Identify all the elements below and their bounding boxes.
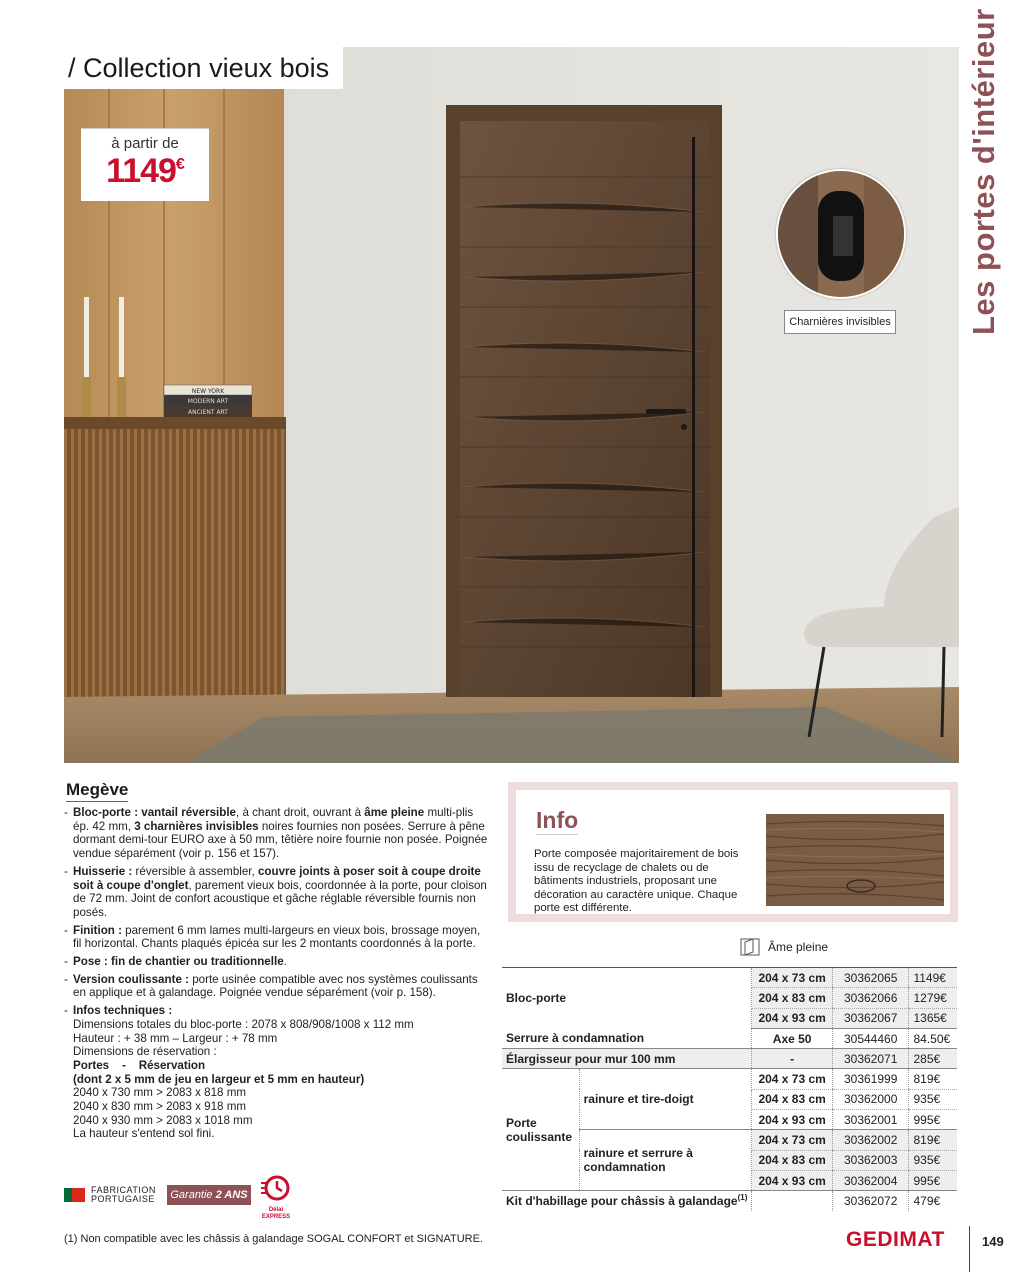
description-item bbox=[64, 973, 489, 1000]
description-run: 3 charnières invisibles bbox=[134, 819, 259, 833]
group1-label: rainure et tire-doigt bbox=[579, 1069, 752, 1130]
porte-coulissante-label: Porte coulissante bbox=[502, 1069, 579, 1191]
row-price: 995€ bbox=[909, 1110, 957, 1130]
page-divider bbox=[969, 1226, 970, 1272]
info-text: Porte composée majoritairement de bois issu de recyclage de chalets ou de bâtiments industriels, proposant une décoration au caractère unique. Chaque porte est différente. bbox=[534, 848, 739, 914]
book-spine-2: MODERN ART bbox=[187, 398, 229, 405]
reservation-note: (dont 2 x 5 mm de jeu en largeur et 5 mm en hauteur) bbox=[73, 1072, 365, 1086]
price-label: à partir de bbox=[111, 135, 179, 152]
row-dim: 204 x 93 cm bbox=[752, 1110, 833, 1130]
description-run: , parement vieux bois, coordonnée à la porte, pour cloison de 72 mm. Joint de confort acoustique et gâche réglable réversible fournis non posés. bbox=[73, 878, 487, 919]
row-ref: 30362000 bbox=[832, 1089, 909, 1109]
tech-line: Dimensions totales du bloc-porte : 2078 x 808/908/1008 x 112 mm bbox=[73, 1017, 414, 1031]
express-text bbox=[260, 1207, 292, 1221]
row-dim: 204 x 73 cm bbox=[752, 968, 833, 988]
table-row bbox=[502, 1191, 957, 1211]
row-ref: 30362066 bbox=[832, 988, 909, 1008]
row-dim: 204 x 93 cm bbox=[752, 1170, 833, 1190]
price-box bbox=[81, 128, 209, 201]
description-run: Huisserie : bbox=[73, 864, 133, 878]
description-run: âme pleine bbox=[364, 806, 425, 819]
description-run: multi-plis ép. 42 mm, bbox=[73, 806, 474, 833]
reservation-header: Portes - Réservation bbox=[73, 1058, 206, 1072]
kit-label-text: Kit d'habillage pour châssis à galandage bbox=[506, 1194, 738, 1209]
door-icon bbox=[740, 938, 760, 956]
ame-pleine-header bbox=[740, 938, 828, 956]
fabrication-text bbox=[91, 1186, 156, 1204]
wood-sample-image bbox=[766, 814, 944, 906]
row-ref: 30361999 bbox=[832, 1069, 909, 1089]
description-item bbox=[64, 955, 489, 969]
fabrication-line2: PORTUGAISE bbox=[91, 1194, 155, 1204]
row-ref: 30362001 bbox=[832, 1110, 909, 1130]
row-price: 285€ bbox=[909, 1049, 957, 1069]
table-row bbox=[502, 1069, 957, 1089]
row-ref: 30362002 bbox=[832, 1130, 909, 1150]
tech-heading: Infos techniques : bbox=[73, 1004, 173, 1018]
description-run: Finition : bbox=[73, 923, 122, 937]
garantie-badge bbox=[167, 1185, 251, 1205]
row-dim: 204 x 83 cm bbox=[752, 1089, 833, 1109]
tech-line: Dimensions de réservation : bbox=[73, 1045, 217, 1059]
description-run: réversible à assembler, bbox=[132, 864, 258, 878]
description-run: Pose : fin de chantier ou traditionnelle bbox=[73, 955, 284, 969]
product-description bbox=[64, 806, 489, 1145]
price-currency: € bbox=[175, 156, 184, 173]
row-dim: 204 x 73 cm bbox=[752, 1130, 833, 1150]
row-price: 1365€ bbox=[909, 1008, 957, 1028]
delivery-express-icon bbox=[261, 1174, 291, 1202]
price-table bbox=[502, 967, 957, 1211]
hinge-icon bbox=[778, 171, 904, 297]
description-run: . bbox=[283, 955, 287, 969]
row-ref: 30362071 bbox=[832, 1049, 909, 1069]
table-row bbox=[502, 1049, 957, 1069]
description-item bbox=[64, 924, 489, 951]
description-run: couvre joints à poser soit à coupe droite soit à coupe d'onglet bbox=[73, 864, 481, 892]
row-price: 935€ bbox=[909, 1089, 957, 1109]
row-dim-empty bbox=[752, 1191, 833, 1211]
reservation-line: 2040 x 730 mm > 2083 x 818 mm bbox=[73, 1086, 247, 1100]
tech-info bbox=[64, 1004, 489, 1141]
row-ref: 30362067 bbox=[832, 1008, 909, 1028]
gedimat-logo: GEDIMAT bbox=[846, 1228, 945, 1251]
row-dim: - bbox=[752, 1049, 833, 1069]
row-dim: 204 x 93 cm bbox=[752, 1008, 833, 1028]
fabrication-line1: FABRICATION bbox=[91, 1185, 156, 1195]
description-run: porte usinée compatible avec nos systèmes coulissants en applique et à galandage. Poignée vendue séparément (voir p. 158). bbox=[73, 972, 478, 1000]
info-box-inner bbox=[516, 790, 950, 914]
row-dim: 204 x 83 cm bbox=[752, 1150, 833, 1170]
section-side-title: Les portes d'intérieur bbox=[966, 8, 1001, 335]
garantie-prefix: Garantie bbox=[170, 1189, 213, 1201]
row-ref: 30544460 bbox=[832, 1028, 909, 1048]
row-price: 84.50€ bbox=[909, 1028, 957, 1048]
row-price: 1149€ bbox=[909, 968, 957, 988]
description-run: , à chant droit, ouvrant à bbox=[236, 806, 365, 819]
kit-label bbox=[502, 1191, 752, 1211]
row-ref: 30362003 bbox=[832, 1150, 909, 1170]
hinge-detail-photo bbox=[776, 169, 906, 299]
book-spine-3: ANCIENT ART bbox=[188, 409, 228, 416]
table-row bbox=[502, 968, 957, 988]
serrure-label: Serrure à condamnation bbox=[502, 1028, 752, 1048]
description-run: parement 6 mm lames multi-largeurs en vieux bois, brossage moyen, fil horizontal. Chants plaqués épicéa sur les 2 montants coordonnés à la porte. bbox=[73, 923, 481, 951]
row-price: 1279€ bbox=[909, 988, 957, 1008]
reservation-line: 2040 x 930 mm > 2083 x 1018 mm bbox=[73, 1113, 253, 1127]
wood-texture-icon bbox=[766, 814, 944, 906]
row-price: 935€ bbox=[909, 1150, 957, 1170]
reservation-line: 2040 x 830 mm > 2083 x 918 mm bbox=[73, 1100, 247, 1114]
fabrication-badge bbox=[64, 1186, 156, 1204]
description-run: Version coulissante : bbox=[73, 972, 189, 986]
row-price: 819€ bbox=[909, 1130, 957, 1150]
hinge-caption: Charnières invisibles bbox=[784, 310, 896, 334]
portugal-flag-icon bbox=[64, 1188, 85, 1202]
row-ref: 30362065 bbox=[832, 968, 909, 988]
price-value bbox=[81, 152, 209, 190]
row-price: 819€ bbox=[909, 1069, 957, 1089]
kit-footnote-ref: (1) bbox=[737, 1193, 748, 1203]
book-spine-1: NEW YORK bbox=[191, 388, 225, 395]
description-run: Bloc-porte : vantail réversible bbox=[73, 806, 237, 819]
elargisseur-label: Élargisseur pour mur 100 mm bbox=[502, 1049, 752, 1069]
page-number: 149 bbox=[982, 1234, 1004, 1249]
garantie-value: 2 ANS bbox=[215, 1189, 248, 1201]
info-box bbox=[508, 782, 958, 922]
ame-pleine-label: Âme pleine bbox=[768, 940, 829, 954]
info-title: Info bbox=[536, 807, 579, 833]
footnote: (1) Non compatible avec les châssis à galandage SOGAL CONFORT et SIGNATURE. bbox=[64, 1233, 483, 1245]
express-line2: EXPRESS bbox=[261, 1214, 291, 1220]
description-items bbox=[64, 806, 489, 1000]
tech-final: La hauteur s'entend sol fini. bbox=[73, 1127, 215, 1141]
express-badge bbox=[260, 1174, 292, 1221]
table-row bbox=[502, 1028, 957, 1048]
bloc-porte-label: Bloc-porte bbox=[502, 968, 752, 1029]
row-dim: Axe 50 bbox=[752, 1028, 833, 1048]
group2-label: rainure et serrure à condamnation bbox=[579, 1130, 752, 1191]
row-dim: 204 x 83 cm bbox=[752, 988, 833, 1008]
tech-line: Hauteur : + 38 mm – Largeur : + 78 mm bbox=[73, 1031, 278, 1045]
page-title: / Collection vieux bois bbox=[64, 47, 343, 89]
product-name: Megève bbox=[66, 780, 128, 802]
description-item bbox=[64, 865, 489, 920]
row-dim: 204 x 73 cm bbox=[752, 1069, 833, 1089]
description-run: noires fournies non posées. Serrure à pêne dormant demi-tour EURO axe à 50 mm, têtière noire fournie non posée. Poignée vendue séparément (voir p. 156 et 157). bbox=[73, 819, 488, 861]
row-ref: 30362072 bbox=[832, 1191, 909, 1211]
express-line1: Délai bbox=[268, 1207, 284, 1213]
row-price: 479€ bbox=[909, 1191, 957, 1211]
description-item bbox=[64, 806, 489, 861]
row-ref: 30362004 bbox=[832, 1170, 909, 1190]
price-amount: 1149 bbox=[106, 152, 176, 190]
row-price: 995€ bbox=[909, 1170, 957, 1190]
